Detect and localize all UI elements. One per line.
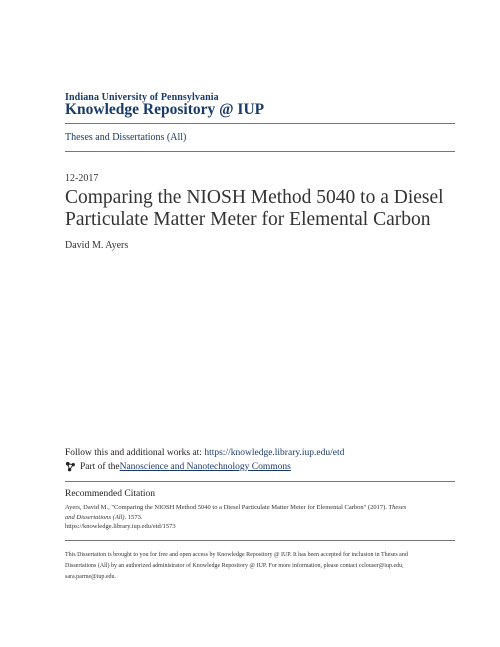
repository-name[interactable]: Knowledge Repository @ IUP <box>65 101 265 118</box>
author-name: David M. Ayers <box>65 240 129 251</box>
part-of-text: Part of the <box>80 461 120 472</box>
follow-line <box>65 448 344 458</box>
document-title <box>65 187 455 231</box>
citation-body-1: Ayers, David M., "Comparing the NIOSH Method 5040 to a Diesel Particulate Matter Meter for Elemental Carbon" (2017). <box>65 504 389 511</box>
notice-line-3: sara.parme@iup.edu. <box>65 574 117 580</box>
follow-link[interactable]: https://knowledge.library.iup.edu/etd <box>204 448 345 458</box>
title-line-2: Particulate Matter Meter for Elemental Carbon <box>65 209 431 230</box>
notice-line-2: Dissertations (All) by an authorized administrator of Knowledge Repository @ IUP. For more information, please contact cclouser@iup.edu, <box>65 563 404 569</box>
publication-date: 12-2017 <box>65 173 99 184</box>
citation-body-2: . 1573. <box>124 513 143 521</box>
citation-italic-1: Theses <box>388 504 407 511</box>
citation-line-2 <box>65 513 455 523</box>
citation-line-1 <box>65 503 455 513</box>
notice-divider <box>65 540 455 541</box>
commons-network-icon <box>65 461 76 472</box>
citation-text <box>65 503 455 532</box>
part-of-line <box>65 461 291 472</box>
notice-line-1: This Dissertation is brought to you for free and open access by Knowledge Repository @ IUP. It has been accepted for inclusion in Theses and <box>65 552 408 558</box>
access-notice <box>65 550 455 583</box>
follow-text: Follow this and additional works at: <box>65 448 205 458</box>
citation-divider <box>65 481 455 482</box>
institution-name[interactable]: Indiana University of Pennsylvania <box>65 92 219 103</box>
citation-url[interactable]: https://knowledge.library.iup.edu/etd/1573 <box>65 523 176 530</box>
title-line-1: Comparing the NIOSH Method 5040 to a Diesel <box>65 187 444 208</box>
series-divider <box>65 151 455 152</box>
top-divider <box>65 123 455 124</box>
series-link[interactable]: Theses and Dissertations (All) <box>65 132 187 143</box>
citation-italic-2: and Dissertations (All) <box>65 513 125 521</box>
commons-link[interactable]: Nanoscience and Nanotechnology Commons <box>119 461 291 472</box>
recommended-citation-heading: Recommended Citation <box>65 489 155 499</box>
